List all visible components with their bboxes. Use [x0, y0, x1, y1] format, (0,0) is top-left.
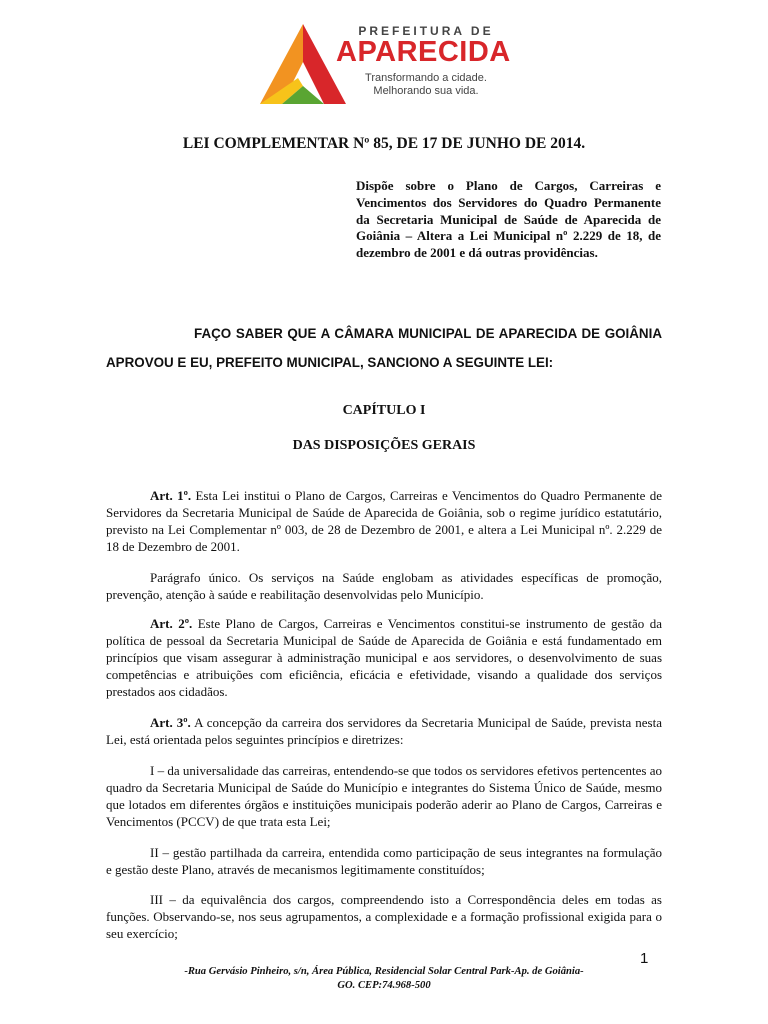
slogan-line-1: Transformando a cidade. — [365, 72, 487, 84]
footer-line-2: GO. CEP:74.968-500 — [337, 980, 431, 991]
chapter-number: CAPÍTULO I — [342, 403, 426, 418]
page-number: 1 — [640, 950, 649, 967]
chapter-title: DAS DISPOSIÇÕES GERAIS — [292, 438, 476, 453]
article-3-text: A concepção da carreira dos servidores da Secretaria Municipal de Saúde, prevista nesta Lei, está orientada pelos seguintes princípios e diretrizes: — [106, 715, 663, 747]
article-3 — [106, 714, 662, 748]
article-1 — [106, 487, 662, 555]
logo-prefeitura-de: PREFEITURA DE — [358, 24, 494, 38]
logo-aparecida: APARECIDA — [336, 36, 511, 68]
article-2 — [106, 615, 662, 700]
logo-slogan — [352, 72, 500, 98]
paragrafo-unico: Parágrafo único. Os serviços na Saúde englobam as atividades específicas de promoção, prevenção, atenção à saúde e reabilitação desenvolvidas pelo Município. — [106, 570, 662, 602]
inciso-3: III – da equivalência dos cargos, compreendendo isto a Correspondência deles em todas as funções. Observando-se, nos seus agrupamentos, a complexidade e a formação profissional exigida para o seu exercício; — [106, 892, 662, 941]
proclamation: FAÇO SABER QUE A CÂMARA MUNICIPAL DE APARECIDA DE GOIÂNIA APROVOU E EU, PREFEITO MUNICIPAL, SANCIONO A SEGUINTE LEI: — [106, 326, 662, 370]
article-1-label: Art. 1º. — [150, 488, 192, 503]
article-1-text: Esta Lei institui o Plano de Cargos, Carreiras e Vencimentos do Quadro Permanente de Servidores da Secretaria Municipal de Saúde de Aparecida de Goiânia, sob o regime jurídico estatutário, previsto na Lei Complementar nº 003, de 28 de Dezembro de 2001, e altera a Lei Municipal nº. 2.229 de 18 de Dezembro de 2001. — [106, 488, 663, 554]
inciso-1: I – da universalidade das carreiras, entendendo-se que todos os servidores efetivos pertencentes ao quadro da Secretaria Municipal de Saúde do Município e integrantes do Sistema Único de Saúde, mesmo que lotados em diferentes órgãos e instituições municipais poderão aderir ao Plano de Cargos, Carreiras e Vencimentos (PCCV) de que trata esta Lei; — [106, 763, 662, 829]
article-3-label: Art. 3º. — [150, 715, 191, 730]
slogan-line-2: Melhorando sua vida. — [373, 85, 479, 97]
article-2-text: Este Plano de Cargos, Carreiras e Vencimentos constitui-se instrumento de gestão da política de pessoal da Secretaria Municipal de Saúde de Aparecida de Goiânia e está fundamentado em princípios que visam assegurar à administração municipal e aos servidores, o desenvolvimento de suas competências e atribuições com eficiência, eficácia e efetividade, visando a qualidade dos serviços prestados aos cidadãos. — [106, 616, 662, 699]
article-2-label: Art. 2º. — [150, 616, 193, 631]
law-title: LEI COMPLEMENTAR Nº 85, DE 17 DE JUNHO DE 2014. — [182, 135, 586, 152]
footer-address — [0, 965, 768, 993]
ementa: Dispõe sobre o Plano de Cargos, Carreiras e Vencimentos dos Servidores do Quadro Permanente da Secretaria Municipal de Saúde de Aparecida de Goiânia – Altera a Lei Municipal nº 2.229 de 18, de dezembro de 2001 e dá outras providências. — [356, 178, 661, 261]
footer-line-1: -Rua Gervásio Pinheiro, s/n, Área Pública, Residencial Solar Central Park-Ap. de Goiânia- — [184, 966, 584, 977]
inciso-2: II – gestão partilhada da carreira, entendida como participação de seus integrantes na formulação e gestão deste Plano, através de mecanismos legitimamente constituídos; — [106, 845, 662, 877]
prefeitura-logo-mark — [258, 22, 348, 106]
